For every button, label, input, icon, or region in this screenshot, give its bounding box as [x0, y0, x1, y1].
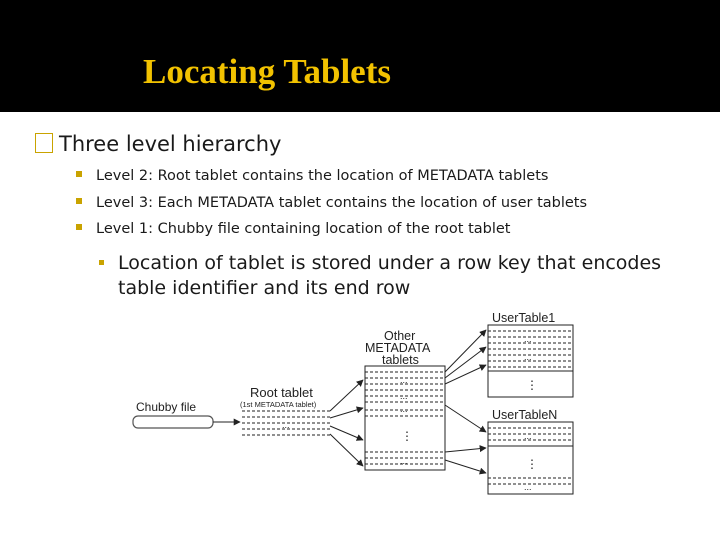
user-table-n-label: UserTableN	[492, 408, 558, 422]
chubby-file-box	[133, 416, 213, 428]
arrow-meta-to-user	[445, 365, 486, 384]
chubby-file-label: Chubby file	[136, 400, 197, 414]
metadata-ellipsis: ...	[400, 391, 408, 401]
other-metadata-label: Other	[384, 329, 416, 343]
metadata-ellipsis: ...	[400, 375, 408, 385]
metadata-tablet-rows	[365, 372, 445, 464]
arrow-meta-to-user	[445, 405, 486, 432]
heading-text: Three level hierarchy	[59, 132, 282, 156]
arrow-meta-to-user	[445, 448, 486, 452]
user-table-n-vdots: ⋮	[526, 457, 538, 471]
sub-bullet-text: Location of tablet is stored under a row key that encodes table identifier and its end row	[118, 252, 662, 299]
metadata-vdots: ⋮	[401, 429, 413, 443]
bullet-text: Level 3: Each METADATA tablet contains the location of user tablets	[96, 195, 588, 211]
user-table-n-ellipsis: ...	[524, 482, 532, 492]
arrow-meta-to-user	[445, 330, 486, 372]
user-table-1-ellipsis: ...	[524, 334, 532, 344]
user-table-n-ellipsis: ...	[524, 431, 532, 441]
arrow-root-to-meta	[330, 408, 363, 418]
slide-title: Locating Tablets	[143, 52, 391, 91]
root-tablet-sublabel: (1st METADATA tablet)	[240, 400, 317, 409]
arrow-root-to-meta	[330, 434, 363, 466]
user-table-1-ellipsis: ...	[524, 352, 532, 362]
arrow-root-to-meta	[330, 380, 363, 411]
arrow-root-to-meta	[330, 426, 363, 440]
bullet-text: Level 1: Chubby file containing location of the root tablet	[96, 221, 511, 237]
user-table-1-label: UserTable1	[492, 311, 556, 325]
arrow-meta-to-user	[445, 460, 486, 473]
other-metadata-label: tablets	[382, 353, 419, 367]
user-table-1-vdots: ⋮	[526, 378, 538, 392]
metadata-ellipsis: ...	[400, 404, 408, 414]
metadata-ellipsis: ...	[400, 456, 408, 466]
root-tablet-label: Root tablet	[250, 385, 313, 400]
other-metadata-label: METADATA	[365, 341, 431, 355]
bullet-text: Level 2: Root tablet contains the location of METADATA tablets	[96, 168, 549, 184]
root-tablet-ellipsis: ...	[282, 420, 290, 430]
